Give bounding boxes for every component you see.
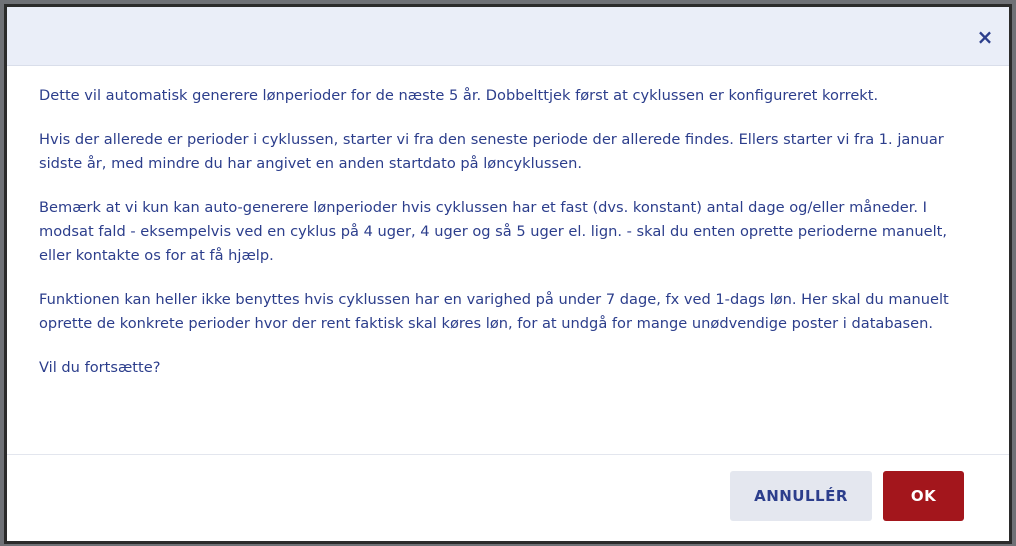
dialog-paragraph-2: Hvis der allerede er perioder i cyklussen, starter vi fra den seneste periode der allerede findes. Ellers starter vi fra 1. januar sidste år, med mindre du har angivet en anden startdato på løncyklussen. [39,131,944,172]
dialog-footer [7,454,1009,541]
dialog-question: Vil du fortsætte? [39,359,161,376]
dialog-paragraph-1: Dette vil automatisk generere lønperioder for de næste 5 år. Dobbelttjek først at cyklussen er konfigureret korrekt. [39,87,879,104]
close-icon[interactable]: × [976,25,994,49]
ok-button[interactable]: OK [883,471,964,521]
dialog-paragraph-4: Funktionen kan heller ikke benyttes hvis cyklussen har en varighed på under 7 dage, fx ved 1-dags løn. Her skal du manuelt oprette de konkrete perioder hvor der rent faktisk skal køres løn, for at undgå for mange unødvendige poster i databasen. [39,291,949,332]
dialog-header [7,7,1009,66]
confirm-dialog [4,4,1012,544]
cancel-button[interactable]: ANNULLÉR [730,471,872,521]
dialog-body [7,66,1009,438]
dialog-paragraph-3: Bemærk at vi kun kan auto-generere lønperioder hvis cyklussen har et fast (dvs. konstant) antal dage og/eller måneder. I modsat fald - eksempelvis ved en cyklus på 4 uger, 4 uger og så 5 uger el. lign. - skal du enten oprette perioderne manuelt, eller kontakte os for at få hjælp. [39,199,947,264]
